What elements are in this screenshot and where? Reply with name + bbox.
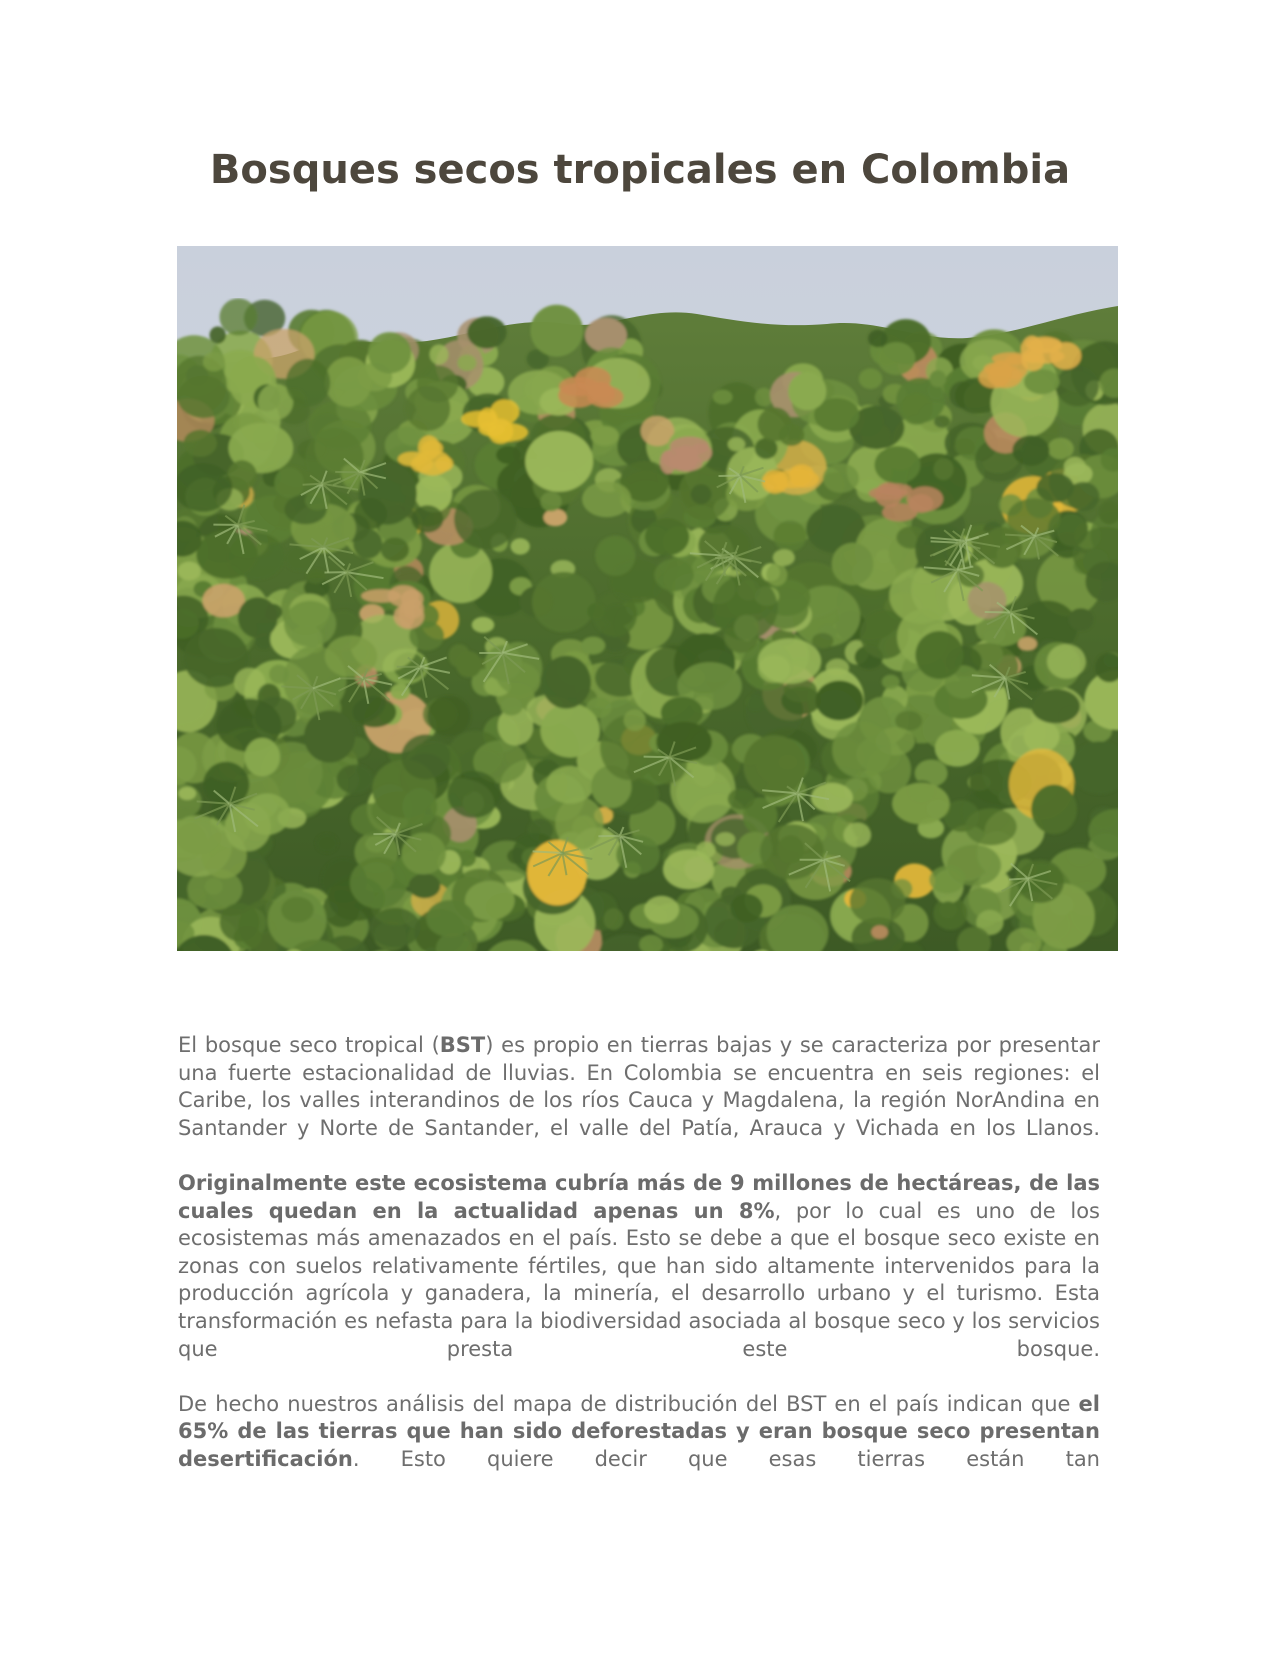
article-body bbox=[178, 1032, 1100, 1474]
paragraph-3 bbox=[178, 1391, 1100, 1474]
paragraph-1-text: El bosque seco tropical ( bbox=[178, 1033, 440, 1057]
paragraph-2 bbox=[178, 1170, 1100, 1363]
paragraph-1 bbox=[178, 1032, 1100, 1142]
paragraph-3-text: De hecho nuestros análisis del mapa de distribución del BST en el país indican que bbox=[178, 1391, 1079, 1416]
paragraph-1-text-cont: ) es propio en tierras bajas y se caracteriza por presentar una fuerte estacionalidad de lluvias. En Colombia se encuentra en seis regiones: el Caribe, los valles interandinos de los ríos Cauca y Magdalena, la región NorAndina en Santander y Norte de Santander, el valle del Patía, Arauca y Vichada en los Llanos. bbox=[178, 1033, 1100, 1140]
bst-abbreviation: BST bbox=[439, 1033, 486, 1057]
paragraph-3-text-cont: . Esto quiere decir que esas tierras están tan bbox=[352, 1446, 1100, 1471]
paragraph-3-highlight: el 65% de las tierras que han sido deforestadas y eran bosque seco presentan desertificación bbox=[178, 1391, 1100, 1471]
paragraph-2-highlight: Originalmente este ecosistema cubría más de 9 millones de hectáreas, de las cuales quedan en la actualidad apenas un 8% bbox=[178, 1170, 1100, 1223]
page-title: Bosques secos tropicales en Colombia bbox=[209, 147, 1071, 193]
forest-photo bbox=[177, 246, 1118, 951]
paragraph-2-text: , por lo cual es uno de los ecosistemas más amenazados en el país. Esto se debe a que el bosque seco existe en zonas con suelos relativamente fértiles, que han sido altamente intervenidos para la producción agrícola y ganadera, la minería, el desarrollo urbano y el turismo. Esta transformación es nefasta para la biodiversidad asociada al bosque seco y los servicios que presta este bosque. bbox=[178, 1198, 1100, 1361]
forest-photo-icon bbox=[177, 246, 1118, 951]
